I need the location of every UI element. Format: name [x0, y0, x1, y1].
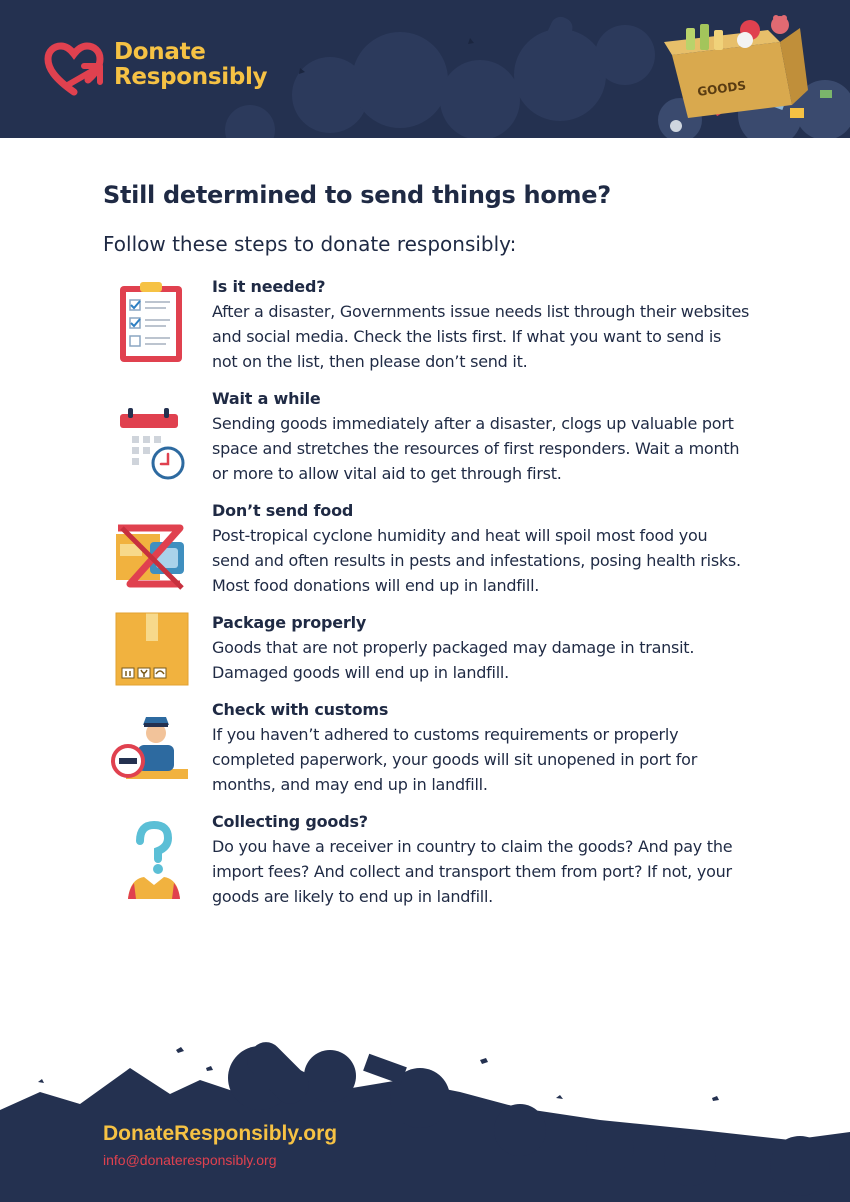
rubble-skyline: [0, 1020, 850, 1202]
box-label: GOODS: [696, 78, 747, 99]
step-heading: Check with customs: [212, 700, 389, 719]
calendar-clock-icon: [110, 402, 192, 484]
page-title: Still determined to send things home?: [103, 181, 611, 209]
step-heading: Collecting goods?: [212, 812, 368, 831]
website-link[interactable]: DonateResponsibly.org: [103, 1122, 338, 1145]
donation-box-illustration: [650, 0, 850, 138]
email-link[interactable]: info@donateresponsibly.org: [103, 1152, 277, 1168]
page-subtitle: Follow these steps to donate responsibly:: [103, 232, 517, 256]
step-heading: Is it needed?: [212, 277, 326, 296]
step-line: goods are likely to end up in landfill.: [212, 887, 493, 906]
step-line: import fees? And collect and transport them from port? If not, your: [212, 862, 732, 881]
step-line: send and often results in pests and infestations, posing health risks.: [212, 551, 741, 570]
step-heading: Don’t send food: [212, 501, 354, 520]
customs-officer-icon: [110, 709, 192, 791]
no-food-icon: [110, 514, 192, 596]
logo-line-2: Responsibly: [114, 64, 268, 90]
step-line: completed paperwork, your goods will sit unopened in port for: [212, 750, 698, 769]
step-heading: Package properly: [212, 613, 367, 632]
heart-arrow-icon: [44, 42, 104, 96]
step-line: Goods that are not properly packaged may damage in transit.: [212, 638, 695, 657]
logo-line-1: Donate: [114, 39, 206, 65]
step-line: Damaged goods will end up in landfill.: [212, 663, 509, 682]
step-line: not on the list, then please don’t send it.: [212, 352, 528, 371]
step-heading: Wait a while: [212, 389, 321, 408]
step-line: Post-tropical cyclone humidity and heat will spoil most food you: [212, 526, 708, 545]
package-box-icon: [110, 610, 192, 692]
step-line: months, and may end up in landfill.: [212, 775, 488, 794]
step-line: If you haven’t adhered to customs requirements or properly: [212, 725, 679, 744]
question-person-icon: [110, 819, 192, 901]
logo[interactable]: [44, 40, 284, 100]
footer: [0, 1020, 850, 1202]
step-line: Most food donations will end up in landfill.: [212, 576, 540, 595]
step-line: Do you have a receiver in country to claim the goods? And pay the: [212, 837, 733, 856]
step-line: space and stretches the resources of first responders. Wait a month: [212, 439, 740, 458]
step-line: Sending goods immediately after a disaster, clogs up valuable port: [212, 414, 734, 433]
header-banner: [0, 0, 850, 138]
step-line: After a disaster, Governments issue needs list through their websites: [212, 302, 750, 321]
checklist-icon: [110, 280, 192, 362]
step-line: or more to allow vital aid to get through first.: [212, 464, 562, 483]
step-line: and social media. Check the lists first. If what you want to send is: [212, 327, 722, 346]
